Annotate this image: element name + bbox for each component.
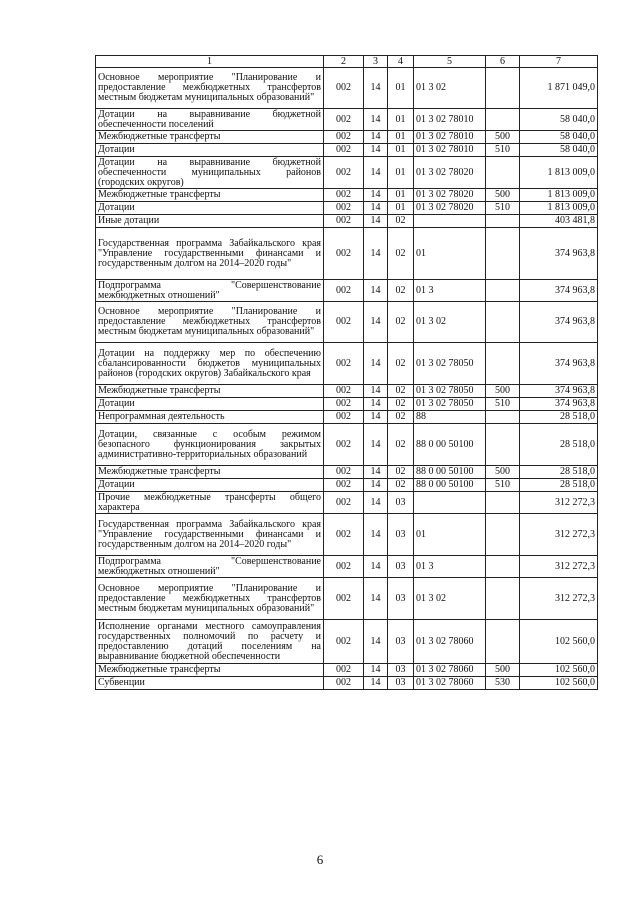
row-target-article: 01 (414, 228, 486, 280)
row-name: Государственная программа Забайкальского края "Управление государственными финансами и государственным долгом на 2014–2020 годы" (96, 514, 324, 556)
row-subsection-code: 03 (388, 664, 414, 677)
row-subsection-code: 02 (388, 343, 414, 385)
row-amount: 403 481,8 (520, 215, 598, 228)
table-row (96, 677, 598, 690)
row-ministry-code: 002 (324, 215, 364, 228)
row-expense-type (486, 578, 520, 620)
budget-table (95, 55, 598, 690)
row-section-code: 14 (364, 664, 388, 677)
row-ministry-code: 002 (324, 492, 364, 514)
header-col-5: 5 (414, 56, 486, 68)
row-section-code: 14 (364, 343, 388, 385)
row-ministry-code: 002 (324, 466, 364, 479)
row-subsection-code: 03 (388, 492, 414, 514)
table-row (96, 109, 598, 131)
table-row (96, 302, 598, 343)
row-name: Основное мероприятие "Планирование и предоставление межбюджетных трансфертов местным бюджетам муниципальных образований" (96, 68, 324, 109)
row-section-code: 14 (364, 479, 388, 492)
row-section-code: 14 (364, 411, 388, 424)
row-subsection-code: 01 (388, 189, 414, 202)
row-name: Дотации (96, 144, 324, 157)
row-ministry-code: 002 (324, 578, 364, 620)
row-ministry-code: 002 (324, 514, 364, 556)
row-expense-type (486, 492, 520, 514)
header-row (96, 56, 598, 68)
table-row (96, 68, 598, 109)
row-amount: 58 040,0 (520, 144, 598, 157)
row-ministry-code: 002 (324, 398, 364, 411)
row-expense-type (486, 280, 520, 302)
row-amount: 1 813 009,0 (520, 189, 598, 202)
row-target-article: 01 3 02 (414, 578, 486, 620)
row-amount: 374 963,8 (520, 228, 598, 280)
row-section-code: 14 (364, 109, 388, 131)
row-section-code: 14 (364, 492, 388, 514)
row-subsection-code: 02 (388, 466, 414, 479)
row-expense-type: 500 (486, 664, 520, 677)
table-row (96, 131, 598, 144)
row-ministry-code: 002 (324, 131, 364, 144)
row-target-article: 01 3 02 (414, 68, 486, 109)
row-amount: 374 963,8 (520, 343, 598, 385)
row-section-code: 14 (364, 189, 388, 202)
header-col-7: 7 (520, 56, 598, 68)
row-target-article: 01 3 02 (414, 302, 486, 343)
table-row (96, 411, 598, 424)
row-name: Дотации (96, 202, 324, 215)
row-target-article: 01 3 02 78020 (414, 189, 486, 202)
row-subsection-code: 01 (388, 157, 414, 189)
row-subsection-code: 02 (388, 411, 414, 424)
row-amount: 28 518,0 (520, 411, 598, 424)
row-name: Межбюджетные трансферты (96, 664, 324, 677)
row-ministry-code: 002 (324, 280, 364, 302)
row-expense-type: 500 (486, 385, 520, 398)
table-row (96, 556, 598, 578)
row-amount: 374 963,8 (520, 302, 598, 343)
row-section-code: 14 (364, 131, 388, 144)
row-target-article: 01 3 02 78020 (414, 202, 486, 215)
table-row (96, 228, 598, 280)
row-name: Межбюджетные трансферты (96, 385, 324, 398)
table-body (96, 68, 598, 690)
row-subsection-code: 01 (388, 109, 414, 131)
row-section-code: 14 (364, 578, 388, 620)
table-row (96, 280, 598, 302)
row-expense-type: 500 (486, 466, 520, 479)
row-target-article (414, 215, 486, 228)
row-expense-type (486, 157, 520, 189)
header-col-1: 1 (96, 56, 324, 68)
row-section-code: 14 (364, 398, 388, 411)
row-amount: 58 040,0 (520, 109, 598, 131)
row-expense-type: 510 (486, 144, 520, 157)
row-ministry-code: 002 (324, 343, 364, 385)
row-target-article: 01 3 02 78050 (414, 343, 486, 385)
row-ministry-code: 002 (324, 620, 364, 664)
row-name: Исполнение органами местного самоуправления государственных полномочий по расчету и предоставлению дотаций поселениям на выравнивание бюджетной обеспеченности (96, 620, 324, 664)
row-ministry-code: 002 (324, 68, 364, 109)
row-subsection-code: 03 (388, 556, 414, 578)
row-target-article: 01 3 (414, 556, 486, 578)
row-subsection-code: 01 (388, 144, 414, 157)
row-expense-type (486, 228, 520, 280)
row-target-article: 01 3 02 78060 (414, 620, 486, 664)
row-expense-type: 500 (486, 131, 520, 144)
row-ministry-code: 002 (324, 189, 364, 202)
row-section-code: 14 (364, 157, 388, 189)
row-section-code: 14 (364, 228, 388, 280)
row-name: Прочие межбюджетные трансферты общего характера (96, 492, 324, 514)
row-expense-type: 510 (486, 479, 520, 492)
row-amount: 58 040,0 (520, 131, 598, 144)
row-target-article: 01 3 02 78050 (414, 398, 486, 411)
row-section-code: 14 (364, 280, 388, 302)
row-ministry-code: 002 (324, 385, 364, 398)
table-row (96, 578, 598, 620)
row-subsection-code: 01 (388, 131, 414, 144)
row-subsection-code: 02 (388, 398, 414, 411)
header-col-6: 6 (486, 56, 520, 68)
row-target-article: 01 3 02 78060 (414, 677, 486, 690)
row-ministry-code: 002 (324, 664, 364, 677)
table-row (96, 202, 598, 215)
row-subsection-code: 03 (388, 514, 414, 556)
row-amount: 1 813 009,0 (520, 157, 598, 189)
row-expense-type (486, 343, 520, 385)
row-name: Основное мероприятие "Планирование и предоставление межбюджетных трансфертов местным бюджетам муниципальных образований" (96, 578, 324, 620)
row-name: Государственная программа Забайкальского края "Управление государственными финансами и государственным долгом на 2014–2020 годы" (96, 228, 324, 280)
row-expense-type (486, 68, 520, 109)
row-amount: 28 518,0 (520, 424, 598, 466)
row-amount: 1 871 049,0 (520, 68, 598, 109)
row-expense-type (486, 620, 520, 664)
row-name: Субвенции (96, 677, 324, 690)
row-ministry-code: 002 (324, 144, 364, 157)
table-row (96, 664, 598, 677)
table-row (96, 144, 598, 157)
row-section-code: 14 (364, 144, 388, 157)
row-amount: 312 272,3 (520, 578, 598, 620)
row-ministry-code: 002 (324, 556, 364, 578)
row-section-code: 14 (364, 514, 388, 556)
row-name: Межбюджетные трансферты (96, 466, 324, 479)
row-subsection-code: 02 (388, 215, 414, 228)
row-name: Иные дотации (96, 215, 324, 228)
row-section-code: 14 (364, 620, 388, 664)
row-amount: 312 272,3 (520, 556, 598, 578)
row-section-code: 14 (364, 215, 388, 228)
row-name: Основное мероприятие "Планирование и предоставление межбюджетных трансфертов местным бюджетам муниципальных образований" (96, 302, 324, 343)
row-target-article: 88 0 00 50100 (414, 424, 486, 466)
row-ministry-code: 002 (324, 479, 364, 492)
row-section-code: 14 (364, 202, 388, 215)
table-row (96, 398, 598, 411)
row-expense-type (486, 215, 520, 228)
row-subsection-code: 02 (388, 385, 414, 398)
row-ministry-code: 002 (324, 411, 364, 424)
row-expense-type (486, 424, 520, 466)
table-row (96, 157, 598, 189)
row-amount: 102 560,0 (520, 620, 598, 664)
row-name: Дотации, связанные с особым режимом безопасного функционирования закрытых административно-территориальных образований (96, 424, 324, 466)
row-name: Непрограммная деятельность (96, 411, 324, 424)
table-row (96, 424, 598, 466)
row-name: Подпрограмма "Совершенствование межбюджетных отношений" (96, 556, 324, 578)
row-amount: 374 963,8 (520, 280, 598, 302)
header-col-2: 2 (324, 56, 364, 68)
table-row (96, 479, 598, 492)
row-expense-type: 510 (486, 398, 520, 411)
row-expense-type (486, 514, 520, 556)
row-ministry-code: 002 (324, 157, 364, 189)
table-row (96, 492, 598, 514)
row-ministry-code: 002 (324, 424, 364, 466)
row-target-article: 01 3 02 78050 (414, 385, 486, 398)
table-row (96, 215, 598, 228)
row-expense-type (486, 556, 520, 578)
row-amount: 102 560,0 (520, 677, 598, 690)
row-name: Дотации на выравнивание бюджетной обеспеченности муниципальных районов (городских округов) (96, 157, 324, 189)
table-header (96, 56, 598, 68)
row-section-code: 14 (364, 302, 388, 343)
row-name: Дотации (96, 479, 324, 492)
row-target-article: 01 3 02 78020 (414, 157, 486, 189)
row-expense-type: 510 (486, 202, 520, 215)
row-expense-type (486, 411, 520, 424)
page-number: 6 (316, 852, 324, 867)
row-section-code: 14 (364, 556, 388, 578)
row-amount: 374 963,8 (520, 398, 598, 411)
row-target-article: 01 3 02 78010 (414, 109, 486, 131)
row-name: Дотации на выравнивание бюджетной обеспеченности поселений (96, 109, 324, 131)
row-section-code: 14 (364, 677, 388, 690)
row-name: Межбюджетные трансферты (96, 131, 324, 144)
row-amount: 28 518,0 (520, 466, 598, 479)
row-ministry-code: 002 (324, 677, 364, 690)
row-target-article (414, 492, 486, 514)
row-amount: 312 272,3 (520, 492, 598, 514)
row-ministry-code: 002 (324, 302, 364, 343)
header-col-3: 3 (364, 56, 388, 68)
row-name: Подпрограмма "Совершенствование межбюджетных отношений" (96, 280, 324, 302)
row-target-article: 01 3 (414, 280, 486, 302)
row-target-article: 01 (414, 514, 486, 556)
row-subsection-code: 01 (388, 68, 414, 109)
table-row (96, 620, 598, 664)
row-amount: 312 272,3 (520, 514, 598, 556)
row-section-code: 14 (364, 466, 388, 479)
row-expense-type (486, 302, 520, 343)
row-name: Дотации (96, 398, 324, 411)
table-row (96, 385, 598, 398)
row-target-article: 01 3 02 78010 (414, 131, 486, 144)
row-subsection-code: 02 (388, 424, 414, 466)
row-section-code: 14 (364, 424, 388, 466)
row-ministry-code: 002 (324, 228, 364, 280)
row-amount: 1 813 009,0 (520, 202, 598, 215)
row-target-article: 01 3 02 78010 (414, 144, 486, 157)
row-amount: 102 560,0 (520, 664, 598, 677)
table-row (96, 343, 598, 385)
row-expense-type (486, 109, 520, 131)
table-row (96, 189, 598, 202)
row-subsection-code: 03 (388, 677, 414, 690)
row-amount: 28 518,0 (520, 479, 598, 492)
row-subsection-code: 02 (388, 302, 414, 343)
table-row (96, 466, 598, 479)
row-expense-type: 530 (486, 677, 520, 690)
row-target-article: 01 3 02 78060 (414, 664, 486, 677)
row-ministry-code: 002 (324, 109, 364, 131)
row-name: Межбюджетные трансферты (96, 189, 324, 202)
row-expense-type: 500 (486, 189, 520, 202)
row-subsection-code: 03 (388, 620, 414, 664)
row-subsection-code: 02 (388, 280, 414, 302)
row-ministry-code: 002 (324, 202, 364, 215)
row-amount: 374 963,8 (520, 385, 598, 398)
row-target-article: 88 (414, 411, 486, 424)
row-section-code: 14 (364, 68, 388, 109)
row-subsection-code: 01 (388, 202, 414, 215)
row-name: Дотации на поддержку мер по обеспечению сбалансированности бюджетов муниципальных районов (городских округов) Забайкальского края (96, 343, 324, 385)
row-target-article: 88 0 00 50100 (414, 479, 486, 492)
header-col-4: 4 (388, 56, 414, 68)
row-section-code: 14 (364, 385, 388, 398)
table-row (96, 514, 598, 556)
row-subsection-code: 02 (388, 228, 414, 280)
row-target-article: 88 0 00 50100 (414, 466, 486, 479)
row-subsection-code: 03 (388, 578, 414, 620)
row-subsection-code: 02 (388, 479, 414, 492)
